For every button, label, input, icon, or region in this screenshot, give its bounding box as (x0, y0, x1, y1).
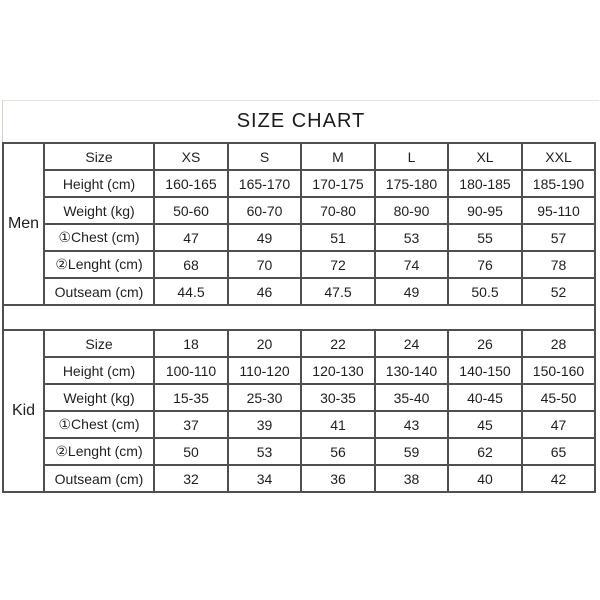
cell: 50.5 (448, 278, 522, 305)
row-label: Weight (kg) (44, 197, 154, 224)
title-band (2, 100, 599, 142)
cell: 56 (301, 438, 375, 465)
cell: 50-60 (154, 197, 228, 224)
cell: 59 (375, 438, 448, 465)
cell: 46 (228, 278, 301, 305)
cell: 62 (448, 438, 522, 465)
cell: 95-110 (522, 197, 595, 224)
size-chart-table (2, 142, 596, 493)
cell: 70-80 (301, 197, 375, 224)
table-row (3, 357, 595, 384)
cell: 185-190 (522, 170, 595, 197)
cell: 15-35 (154, 384, 228, 411)
cell: 32 (154, 465, 228, 492)
table-row (3, 170, 595, 197)
cell: 42 (522, 465, 595, 492)
cell: 53 (375, 224, 448, 251)
row-label: Height (cm) (44, 357, 154, 384)
cell: 175-180 (375, 170, 448, 197)
cell: 24 (375, 330, 448, 357)
spacer-cell (3, 305, 595, 330)
row-label: ②Lenght (cm) (44, 438, 154, 465)
table-row (3, 143, 595, 170)
row-label: Weight (kg) (44, 384, 154, 411)
row-label: Size (44, 143, 154, 170)
cell: 90-95 (448, 197, 522, 224)
cell: 35-40 (375, 384, 448, 411)
cell: 170-175 (301, 170, 375, 197)
cell: 18 (154, 330, 228, 357)
cell: 51 (301, 224, 375, 251)
cell: 160-165 (154, 170, 228, 197)
cell: 30-35 (301, 384, 375, 411)
cell: 74 (375, 251, 448, 278)
table-row (3, 465, 595, 492)
cell: 45 (448, 411, 522, 438)
cell: 52 (522, 278, 595, 305)
men-group-label: Men (3, 143, 44, 305)
row-label: Size (44, 330, 154, 357)
cell: 39 (228, 411, 301, 438)
cell: 45-50 (522, 384, 595, 411)
kid-group-label: Kid (3, 330, 44, 492)
cell: 78 (522, 251, 595, 278)
cell: 47 (154, 224, 228, 251)
row-label: Outseam (cm) (44, 278, 154, 305)
cell: 40 (448, 465, 522, 492)
cell: 26 (448, 330, 522, 357)
table-row (3, 411, 595, 438)
cell: 49 (375, 278, 448, 305)
row-label: ①Chest (cm) (44, 224, 154, 251)
row-label: ②Lenght (cm) (44, 251, 154, 278)
cell: M (301, 143, 375, 170)
cell: 47 (522, 411, 595, 438)
cell: 72 (301, 251, 375, 278)
cell: 165-170 (228, 170, 301, 197)
row-label: Outseam (cm) (44, 465, 154, 492)
cell: XS (154, 143, 228, 170)
cell: 28 (522, 330, 595, 357)
cell: S (228, 143, 301, 170)
row-label: Height (cm) (44, 170, 154, 197)
cell: XXL (522, 143, 595, 170)
cell: XL (448, 143, 522, 170)
table-row (3, 251, 595, 278)
cell: 57 (522, 224, 595, 251)
table-row (3, 278, 595, 305)
spacer-row (3, 305, 595, 330)
cell: 150-160 (522, 357, 595, 384)
cell: 100-110 (154, 357, 228, 384)
cell: 140-150 (448, 357, 522, 384)
cell: 80-90 (375, 197, 448, 224)
cell: 49 (228, 224, 301, 251)
cell: 60-70 (228, 197, 301, 224)
cell: 43 (375, 411, 448, 438)
cell: 130-140 (375, 357, 448, 384)
table-row (3, 438, 595, 465)
cell: 36 (301, 465, 375, 492)
cell: 180-185 (448, 170, 522, 197)
table-row (3, 330, 595, 357)
cell: 53 (228, 438, 301, 465)
cell: 65 (522, 438, 595, 465)
cell: 47.5 (301, 278, 375, 305)
cell: L (375, 143, 448, 170)
cell: 20 (228, 330, 301, 357)
cell: 76 (448, 251, 522, 278)
cell: 25-30 (228, 384, 301, 411)
cell: 50 (154, 438, 228, 465)
page-title: SIZE CHART (236, 110, 366, 132)
cell: 40-45 (448, 384, 522, 411)
cell: 41 (301, 411, 375, 438)
cell: 55 (448, 224, 522, 251)
cell: 34 (228, 465, 301, 492)
cell: 68 (154, 251, 228, 278)
cell: 44.5 (154, 278, 228, 305)
cell: 22 (301, 330, 375, 357)
cell: 38 (375, 465, 448, 492)
table-row (3, 224, 595, 251)
cell: 110-120 (228, 357, 301, 384)
table-row (3, 197, 595, 224)
table-row (3, 384, 595, 411)
cell: 120-130 (301, 357, 375, 384)
row-label: ①Chest (cm) (44, 411, 154, 438)
cell: 70 (228, 251, 301, 278)
cell: 37 (154, 411, 228, 438)
